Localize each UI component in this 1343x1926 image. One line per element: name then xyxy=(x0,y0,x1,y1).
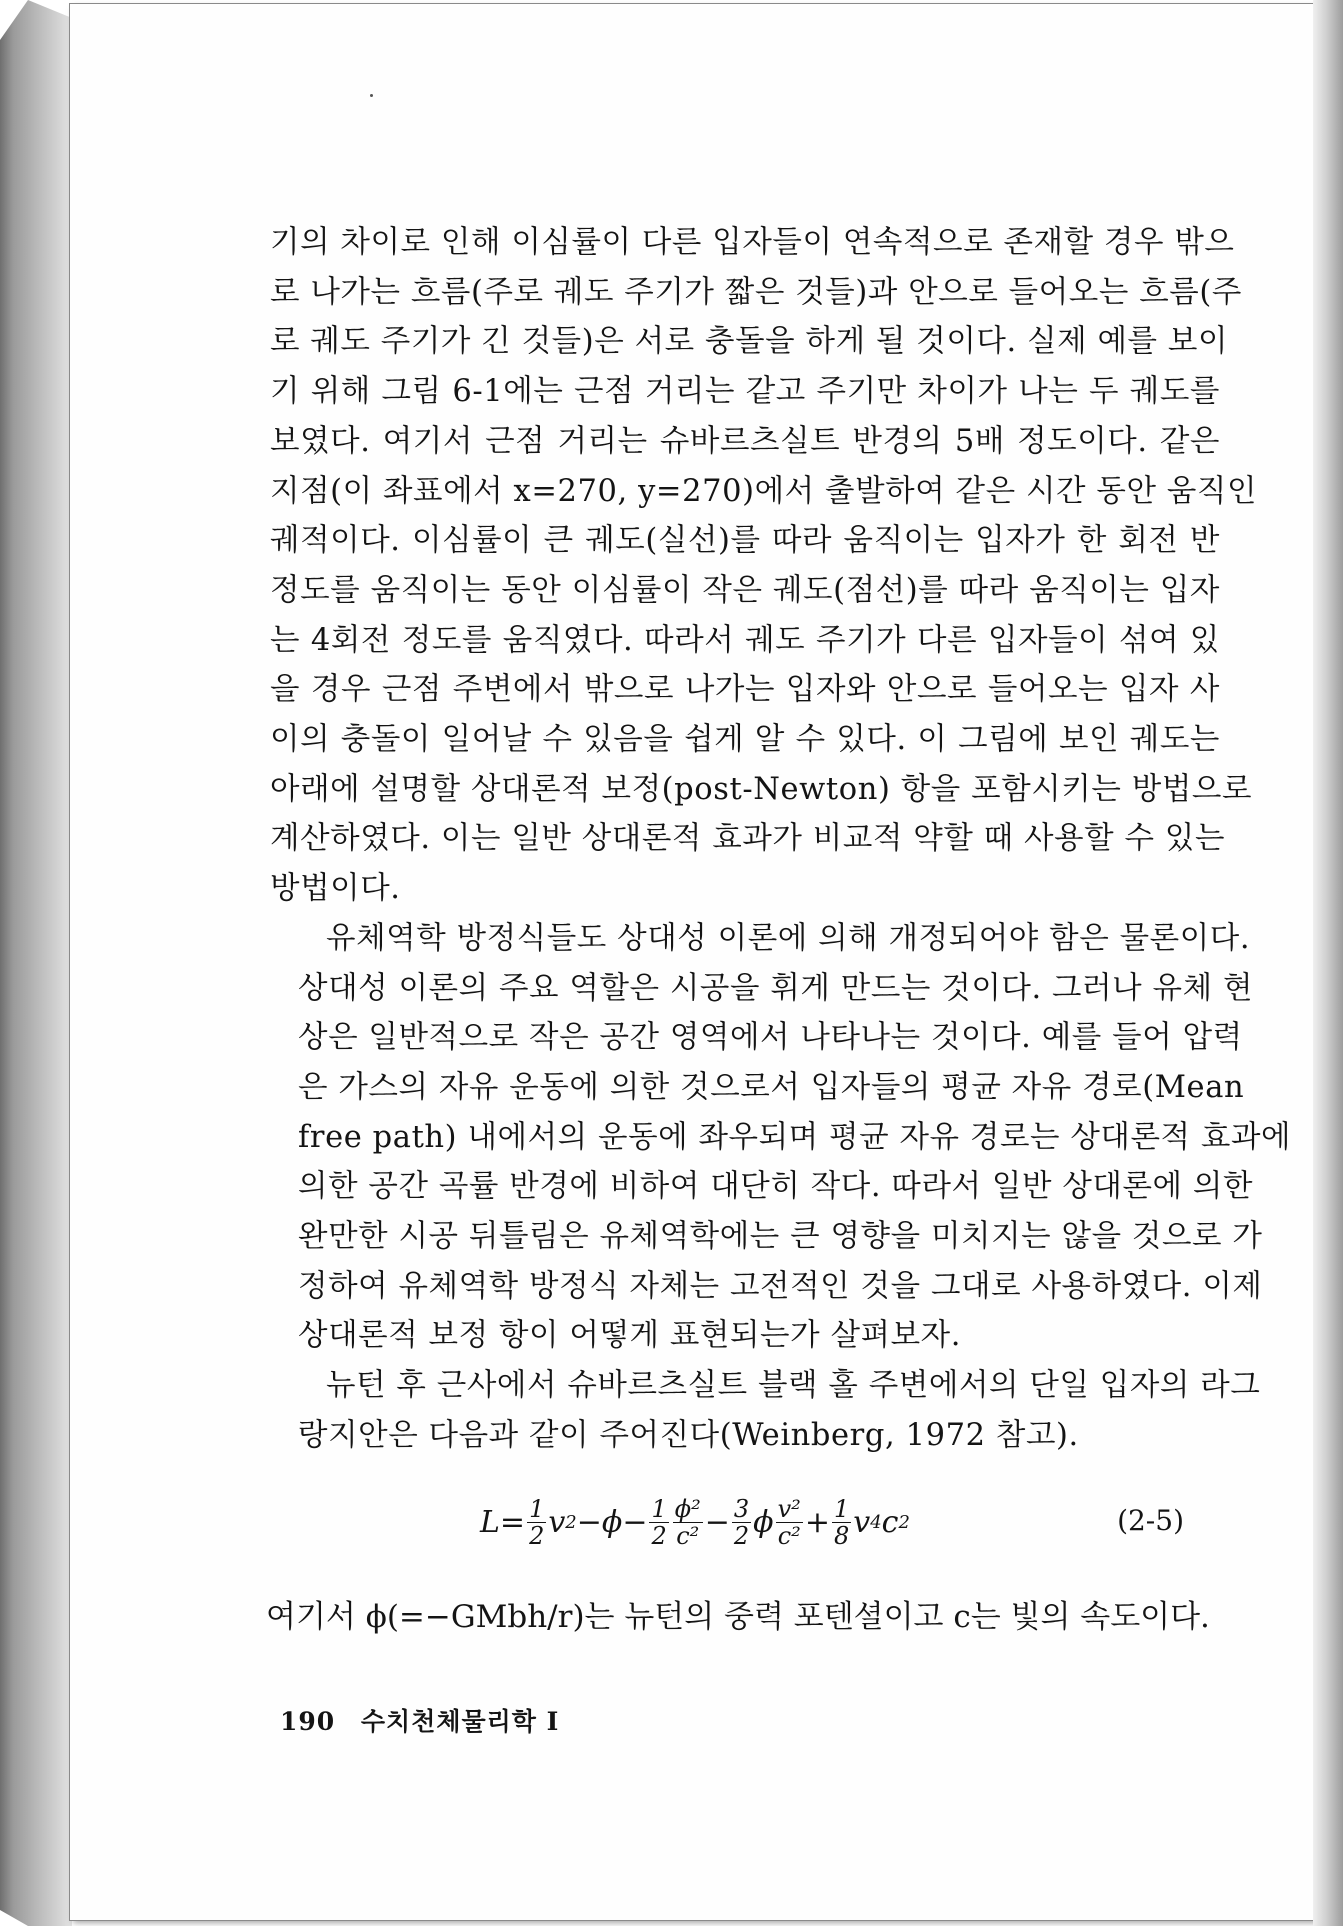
text-line: 는 4회전 정도를 움직였다. 따라서 궤도 주기가 다른 입자들이 섞여 있 xyxy=(270,622,1220,658)
paragraph xyxy=(270,218,1258,914)
equation-explanation: 여기서 ϕ(=−GMbh/r)는 뉴턴의 중력 포텐셜이고 c는 빛의 속도이다. xyxy=(266,1599,1210,1635)
page-edge-shadow xyxy=(1313,0,1343,1926)
eq-frac-5: $\frac{1}{8}$ xyxy=(833,1494,850,1550)
scan-speck xyxy=(370,94,373,97)
text-line: 뉴턴 후 근사에서 슈바르츠실트 블랙 홀 주변에서의 단일 입자의 라그 xyxy=(326,1368,1261,1404)
text-line: 아래에 설명할 상대론적 보정(post-Newton) 항을 포함시키는 방법으로 xyxy=(270,771,1253,807)
text-line: 상대론적 보정 항이 어떻게 표현되는가 살펴보자. xyxy=(298,1318,962,1354)
text-line: 완만한 시공 뒤틀림은 유체역학에는 큰 영향을 미치지는 않을 것으로 가 xyxy=(298,1219,1263,1255)
paragraph xyxy=(270,1361,1261,1460)
eq-lhs: L= xyxy=(480,1504,526,1540)
eq-c: c xyxy=(881,1504,899,1540)
text-line: 기의 차이로 인해 이심률이 다른 입자들이 연속적으로 존재할 경우 밖으 xyxy=(270,225,1235,260)
paragraph xyxy=(270,914,1292,1361)
page-number: 190 xyxy=(280,1707,336,1736)
eq-v: v xyxy=(548,1504,566,1540)
text-line: 이의 충돌이 일어날 수 있음을 쉽게 알 수 있다. 이 그림에 보인 궤도는 xyxy=(270,722,1220,758)
equation-2-5 xyxy=(270,1482,1220,1562)
text-line: 랑지안은 다음과 같이 주어진다(Weinberg, 1972 참고). xyxy=(298,1417,1079,1453)
text-line: 의한 공간 곡률 반경에 비하여 대단히 작다. 따라서 일반 상대론에 의한 xyxy=(298,1169,1254,1205)
eq-plus: + xyxy=(804,1504,830,1540)
eq-frac-3a: $\frac{1}{2}$ xyxy=(651,1494,667,1550)
text-line: 로 궤도 주기가 긴 것들)은 서로 충돌을 하게 될 것이다. 실제 예를 보이 xyxy=(270,324,1229,360)
book-spine xyxy=(0,0,72,1926)
text-line: 기 위해 그림 6-1에는 근점 거리는 같고 주기만 차이가 나는 두 궤도를 xyxy=(270,374,1220,410)
text-line: 은 가스의 자유 운동에 의한 것으로서 입자들의 평균 자유 경로(Mean xyxy=(298,1069,1245,1105)
eq-frac-4a: $\frac{3}{2}$ xyxy=(733,1494,750,1550)
eq-v: v xyxy=(853,1504,871,1540)
text-line: 상은 일반적으로 작은 공간 영역에서 나타나는 것이다. 예를 들어 압력 xyxy=(298,1020,1243,1056)
text-line: 정하여 유체역학 방정식 자체는 고전적인 것을 그대로 사용하였다. 이제 xyxy=(298,1268,1263,1304)
book-title: 수치천체물리학 Ⅰ xyxy=(360,1707,560,1736)
text-line: 궤적이다. 이심률이 큰 궤도(실선)를 따라 움직이는 입자가 한 회전 반 xyxy=(270,523,1220,559)
lagrangian-formula: L= $\frac{1}{2}$ v 2 − ϕ − $\frac{1}{2}$ $\frac{\text{ϕ²}}{\text{c²}}$ − $\frac{3}{2}$ ϕ $\frac{\text{v²}}{\text{c²}}$ + $\frac{1}{8}$ v 4 c 2 xyxy=(480,1494,910,1550)
text-line: 로 나가는 흐름(주로 궤도 주기가 짧은 것들)과 안으로 들어오는 흐름(주 xyxy=(270,274,1242,310)
text-line: free path) 내에서의 운동에 좌우되며 평균 자유 경로는 상대론적 효과에 xyxy=(298,1119,1292,1155)
eq-frac-4b: $\frac{\text{v²}}{\text{c²}}$ xyxy=(777,1494,801,1550)
text-line: 상대성 이론의 주요 역할은 시공을 휘게 만드는 것이다. 그러나 유체 현 xyxy=(298,970,1254,1006)
page-footer xyxy=(280,1702,575,1738)
eq-minus: − xyxy=(576,1504,602,1540)
text-line: 방법이다. xyxy=(270,871,401,907)
text-line: 지점(이 좌표에서 x=270, y=270)에서 출발하여 같은 시간 동안 움직인 xyxy=(270,473,1258,509)
body-text xyxy=(270,218,1292,1461)
eq-frac-3b: $\frac{\text{ϕ²}}{\text{c²}}$ xyxy=(674,1494,701,1550)
text-line: 을 경우 근점 주변에서 밖으로 나가는 입자와 안으로 들어오는 입자 사 xyxy=(270,672,1220,708)
text-line: 보였다. 여기서 근점 거리는 슈바르츠실트 반경의 5배 정도이다. 같은 xyxy=(270,423,1220,459)
equation-number: (2-5) xyxy=(1117,1504,1184,1537)
eq-phi: ϕ xyxy=(601,1504,623,1540)
eq-minus: − xyxy=(622,1504,648,1540)
text-line: 유체역학 방정식들도 상대성 이론에 의해 개정되어야 함은 물론이다. xyxy=(326,920,1251,956)
eq-minus: − xyxy=(704,1504,730,1540)
eq-phi: ϕ xyxy=(753,1504,774,1540)
text-line: 계산하였다. 이는 일반 상대론적 효과가 비교적 약할 때 사용할 수 있는 xyxy=(270,821,1226,857)
text-line: 정도를 움직이는 동안 이심률이 작은 궤도(점선)를 따라 움직이는 입자 xyxy=(270,572,1220,608)
eq-frac-1: $\frac{1}{2}$ xyxy=(529,1494,545,1550)
